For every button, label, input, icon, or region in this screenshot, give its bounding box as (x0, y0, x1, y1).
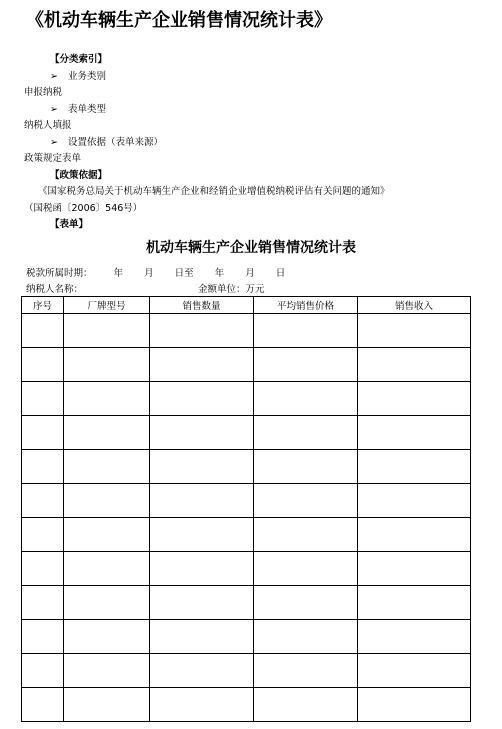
table-cell[interactable] (254, 620, 358, 654)
table-cell[interactable] (64, 552, 150, 586)
table-cell[interactable] (22, 586, 64, 620)
table-cell[interactable] (358, 552, 471, 586)
period-year-start: 年 (113, 268, 124, 279)
basis-label: 设置依据（表单来源） (68, 136, 164, 148)
table-cell[interactable] (22, 314, 64, 348)
table-cell[interactable] (150, 416, 254, 450)
table-cell[interactable] (254, 382, 358, 416)
table-row (22, 518, 471, 552)
form-type-label: 表单类型 (68, 103, 107, 115)
category-heading: 【分类索引】 (50, 54, 108, 65)
table-row (22, 484, 471, 518)
table-row (22, 688, 471, 722)
arrow-bullet-icon: ➢ (50, 136, 58, 148)
table-cell[interactable] (254, 688, 358, 722)
table-cell[interactable] (358, 586, 471, 620)
arrow-bullet-icon: ➢ (50, 103, 58, 115)
table-cell[interactable] (254, 348, 358, 382)
business-type-value: 申报纳税 (24, 87, 63, 98)
table-cell[interactable] (358, 484, 471, 518)
table-cell[interactable] (358, 416, 471, 450)
table-cell[interactable] (22, 518, 64, 552)
table-cell[interactable] (64, 688, 150, 722)
header-sales-revenue: 销售收入 (358, 297, 471, 314)
table-cell[interactable] (150, 654, 254, 688)
header-serial-number: 序号 (22, 297, 64, 314)
table-cell[interactable] (64, 620, 150, 654)
table-header-row (22, 297, 471, 314)
table-cell[interactable] (22, 450, 64, 484)
form-title: 机动车辆生产企业销售情况统计表 (146, 240, 356, 256)
table-body (22, 314, 471, 722)
table-cell[interactable] (254, 484, 358, 518)
table-cell[interactable] (150, 450, 254, 484)
table-row (22, 620, 471, 654)
table-cell[interactable] (64, 314, 150, 348)
basis-value: 政策规定表单 (24, 153, 82, 164)
period-month-end: 月 (245, 268, 255, 279)
table-row (22, 348, 471, 382)
table-cell[interactable] (64, 654, 150, 688)
table-cell[interactable] (22, 416, 64, 450)
policy-text: 《国家税务总局关于机动车辆生产企业和经销企业增值税纳税评估有关问题的通知》 (38, 186, 390, 197)
period-day-to: 日至 (174, 268, 194, 279)
header-average-price: 平均销售价格 (254, 297, 358, 314)
period-year-end: 年 (214, 268, 225, 279)
table-cell[interactable] (22, 552, 64, 586)
form-type-item (24, 102, 484, 119)
table-row (22, 654, 471, 688)
table-cell[interactable] (64, 484, 150, 518)
table-cell[interactable] (150, 518, 254, 552)
table-row (22, 450, 471, 484)
table-cell[interactable] (358, 382, 471, 416)
arrow-bullet-icon: ➢ (50, 70, 58, 82)
table-cell[interactable] (254, 586, 358, 620)
table-cell[interactable] (254, 654, 358, 688)
form-heading: 【表单】 (50, 219, 89, 230)
table-cell[interactable] (254, 518, 358, 552)
table-cell[interactable] (64, 416, 150, 450)
table-cell[interactable] (64, 518, 150, 552)
basis-item (24, 135, 484, 152)
metadata-section (24, 52, 484, 234)
table-cell[interactable] (64, 348, 150, 382)
table-cell[interactable] (22, 688, 64, 722)
policy-reference: （国税函〔2006〕546号） (24, 202, 143, 214)
table-cell[interactable] (150, 348, 254, 382)
table-cell[interactable] (64, 382, 150, 416)
tax-period-label: 税款所属时期： (26, 268, 93, 279)
business-type-label: 业务类别 (68, 70, 107, 82)
form-type-value: 纳税人填报 (24, 120, 72, 131)
table-row (22, 314, 471, 348)
table-cell[interactable] (358, 314, 471, 348)
table-cell[interactable] (358, 688, 471, 722)
table-cell[interactable] (254, 416, 358, 450)
table-row (22, 416, 471, 450)
header-sales-quantity: 销售数量 (150, 297, 254, 314)
table-cell[interactable] (254, 314, 358, 348)
table-cell[interactable] (22, 620, 64, 654)
period-month-start: 月 (144, 268, 154, 279)
sales-statistics-table (21, 296, 471, 722)
table-cell[interactable] (22, 484, 64, 518)
period-day-end: 日 (275, 268, 286, 279)
table-row (22, 552, 471, 586)
taxpayer-name-label: 纳税人名称： (26, 284, 84, 295)
table-cell[interactable] (358, 518, 471, 552)
amount-unit-label: 金额单位：万元 (198, 284, 265, 295)
table-row (22, 586, 471, 620)
table-cell[interactable] (358, 348, 471, 382)
table-cell[interactable] (358, 654, 471, 688)
table-cell[interactable] (150, 314, 254, 348)
table-cell[interactable] (22, 654, 64, 688)
table-cell[interactable] (64, 586, 150, 620)
taxpayer-line (26, 281, 466, 295)
business-type-item (24, 69, 484, 86)
table-cell[interactable] (150, 552, 254, 586)
table-row (22, 382, 471, 416)
table-cell[interactable] (150, 586, 254, 620)
table-cell[interactable] (150, 484, 254, 518)
document-title: 《机动车辆生产企业销售情况统计表》 (26, 10, 332, 31)
table-cell[interactable] (22, 382, 64, 416)
table-cell[interactable] (64, 450, 150, 484)
tax-period-line (26, 265, 285, 279)
policy-heading: 【政策依据】 (50, 169, 108, 181)
table-cell[interactable] (22, 348, 64, 382)
table-cell[interactable] (254, 450, 358, 484)
table-cell[interactable] (150, 688, 254, 722)
header-brand-model: 厂牌型号 (64, 297, 150, 314)
table-cell[interactable] (254, 552, 358, 586)
table-cell[interactable] (150, 620, 254, 654)
table-cell[interactable] (358, 620, 471, 654)
table-cell[interactable] (150, 382, 254, 416)
table-cell[interactable] (358, 450, 471, 484)
